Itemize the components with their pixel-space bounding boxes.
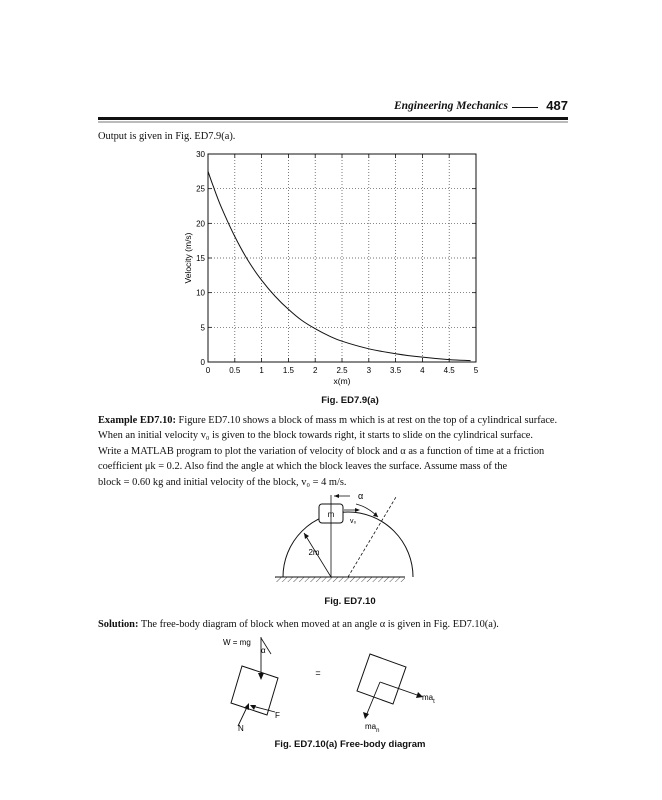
x-tick-label: 4: [420, 366, 425, 375]
fbd-alpha-label: α: [261, 646, 266, 655]
x-tick-label: 3.5: [390, 366, 402, 375]
chart-grid: [208, 154, 476, 362]
kinetic-block: [357, 654, 406, 704]
x-tick-label: 2: [312, 366, 318, 375]
x-tick-label: 0.5: [229, 366, 241, 375]
radius-arrow-head: [304, 533, 309, 539]
y-tick-label: 15: [196, 254, 205, 263]
solution-label: Solution:: [98, 619, 139, 630]
alpha-label: α: [358, 491, 364, 501]
solution-text: The free-body diagram of block when moved at an angle α is given in Fig. ED7.10(a).: [140, 619, 499, 630]
velocity-curve: [208, 171, 471, 360]
example-paragraph: [98, 413, 568, 490]
radius-label: 2m: [308, 548, 320, 557]
header-dash: [512, 107, 538, 108]
friction-label: F: [275, 711, 280, 720]
weight-arrow-head: [258, 673, 264, 680]
normal-arrow-head: [244, 703, 249, 710]
velocity-label: v₀: [350, 518, 357, 525]
y-tick-label: 25: [196, 184, 205, 194]
header-rule-shadow: [98, 121, 568, 123]
example-line-2: When an initial velocity v₀ is given to the block towards right, it starts to slide on the cylindrical surface.: [98, 430, 534, 442]
x-tick-label: 1.5: [282, 366, 294, 375]
running-title: Engineering Mechanics: [393, 100, 508, 112]
x-tick-label: 5: [473, 366, 479, 375]
header-rule: [98, 117, 568, 120]
example-label: Example ED7.10:: [98, 415, 176, 426]
weight-label: W = mg: [223, 638, 251, 647]
example-line-3: Write a MATLAB program to plot the variation of velocity of block and α as a function of time at a friction: [98, 445, 545, 457]
y-tick-label: 5: [200, 323, 205, 333]
example-line-5: block = 0.60 kg and initial velocity of the block, v₀ = 4 m/s.: [98, 476, 347, 488]
y-tick-label: 0: [200, 358, 205, 367]
intro-text: Output is given in Fig. ED7.9(a).: [98, 131, 236, 142]
example-line-4: coefficient μk = 0.2. Also find the angle at which the block leaves the surface. Assume mass of the: [98, 461, 508, 473]
figure-b-caption: Fig. ED7.10: [324, 596, 376, 607]
equals-sign: =: [315, 668, 321, 678]
free-body-diagram: [210, 632, 470, 742]
plot-frame: [208, 154, 476, 362]
page-number: 487: [546, 98, 568, 113]
cylinder-surface: [283, 512, 413, 577]
x-tick-label: 1: [259, 366, 264, 375]
y-tick-label: 10: [196, 288, 205, 298]
mat-label: $ma_t$: [422, 693, 435, 705]
man-arrow-head: [363, 712, 369, 719]
y-tick-labels: [196, 150, 205, 367]
normal-label: N: [238, 724, 244, 733]
chart-ticks: [208, 154, 476, 362]
x-tick-label: 2.5: [336, 366, 348, 375]
figure-a-caption: Fig. ED7.9(a): [321, 395, 379, 406]
x-tick-labels: [206, 366, 479, 375]
alpha-arrow-head: [334, 494, 339, 498]
velocity-chart: [180, 148, 490, 393]
block-mass-label: m: [327, 510, 335, 519]
x-tick-label: 4.5: [443, 366, 455, 375]
y-tick-label: 20: [196, 219, 205, 229]
x-tick-label: 3: [366, 366, 372, 375]
velocity-arrow-head: [355, 508, 360, 512]
y-axis-label: Velocity (m/s): [183, 232, 193, 284]
solution-paragraph: [98, 617, 568, 632]
ground-hatch: [275, 577, 405, 582]
x-tick-label: 0: [205, 366, 211, 375]
man-label: $ma_n$: [365, 722, 380, 734]
example-line-1: Example ED7.10: Figure ED7.10 shows a block of mass m which is at rest on the top of a cylindrical surface.: [98, 415, 558, 426]
block-on-cylinder-figure: [260, 485, 420, 585]
figure-c-caption: Fig. ED7.10(a) Free-body diagram: [274, 739, 426, 750]
x-axis-label: x(m): [333, 376, 351, 386]
y-tick-label: 30: [196, 150, 205, 159]
